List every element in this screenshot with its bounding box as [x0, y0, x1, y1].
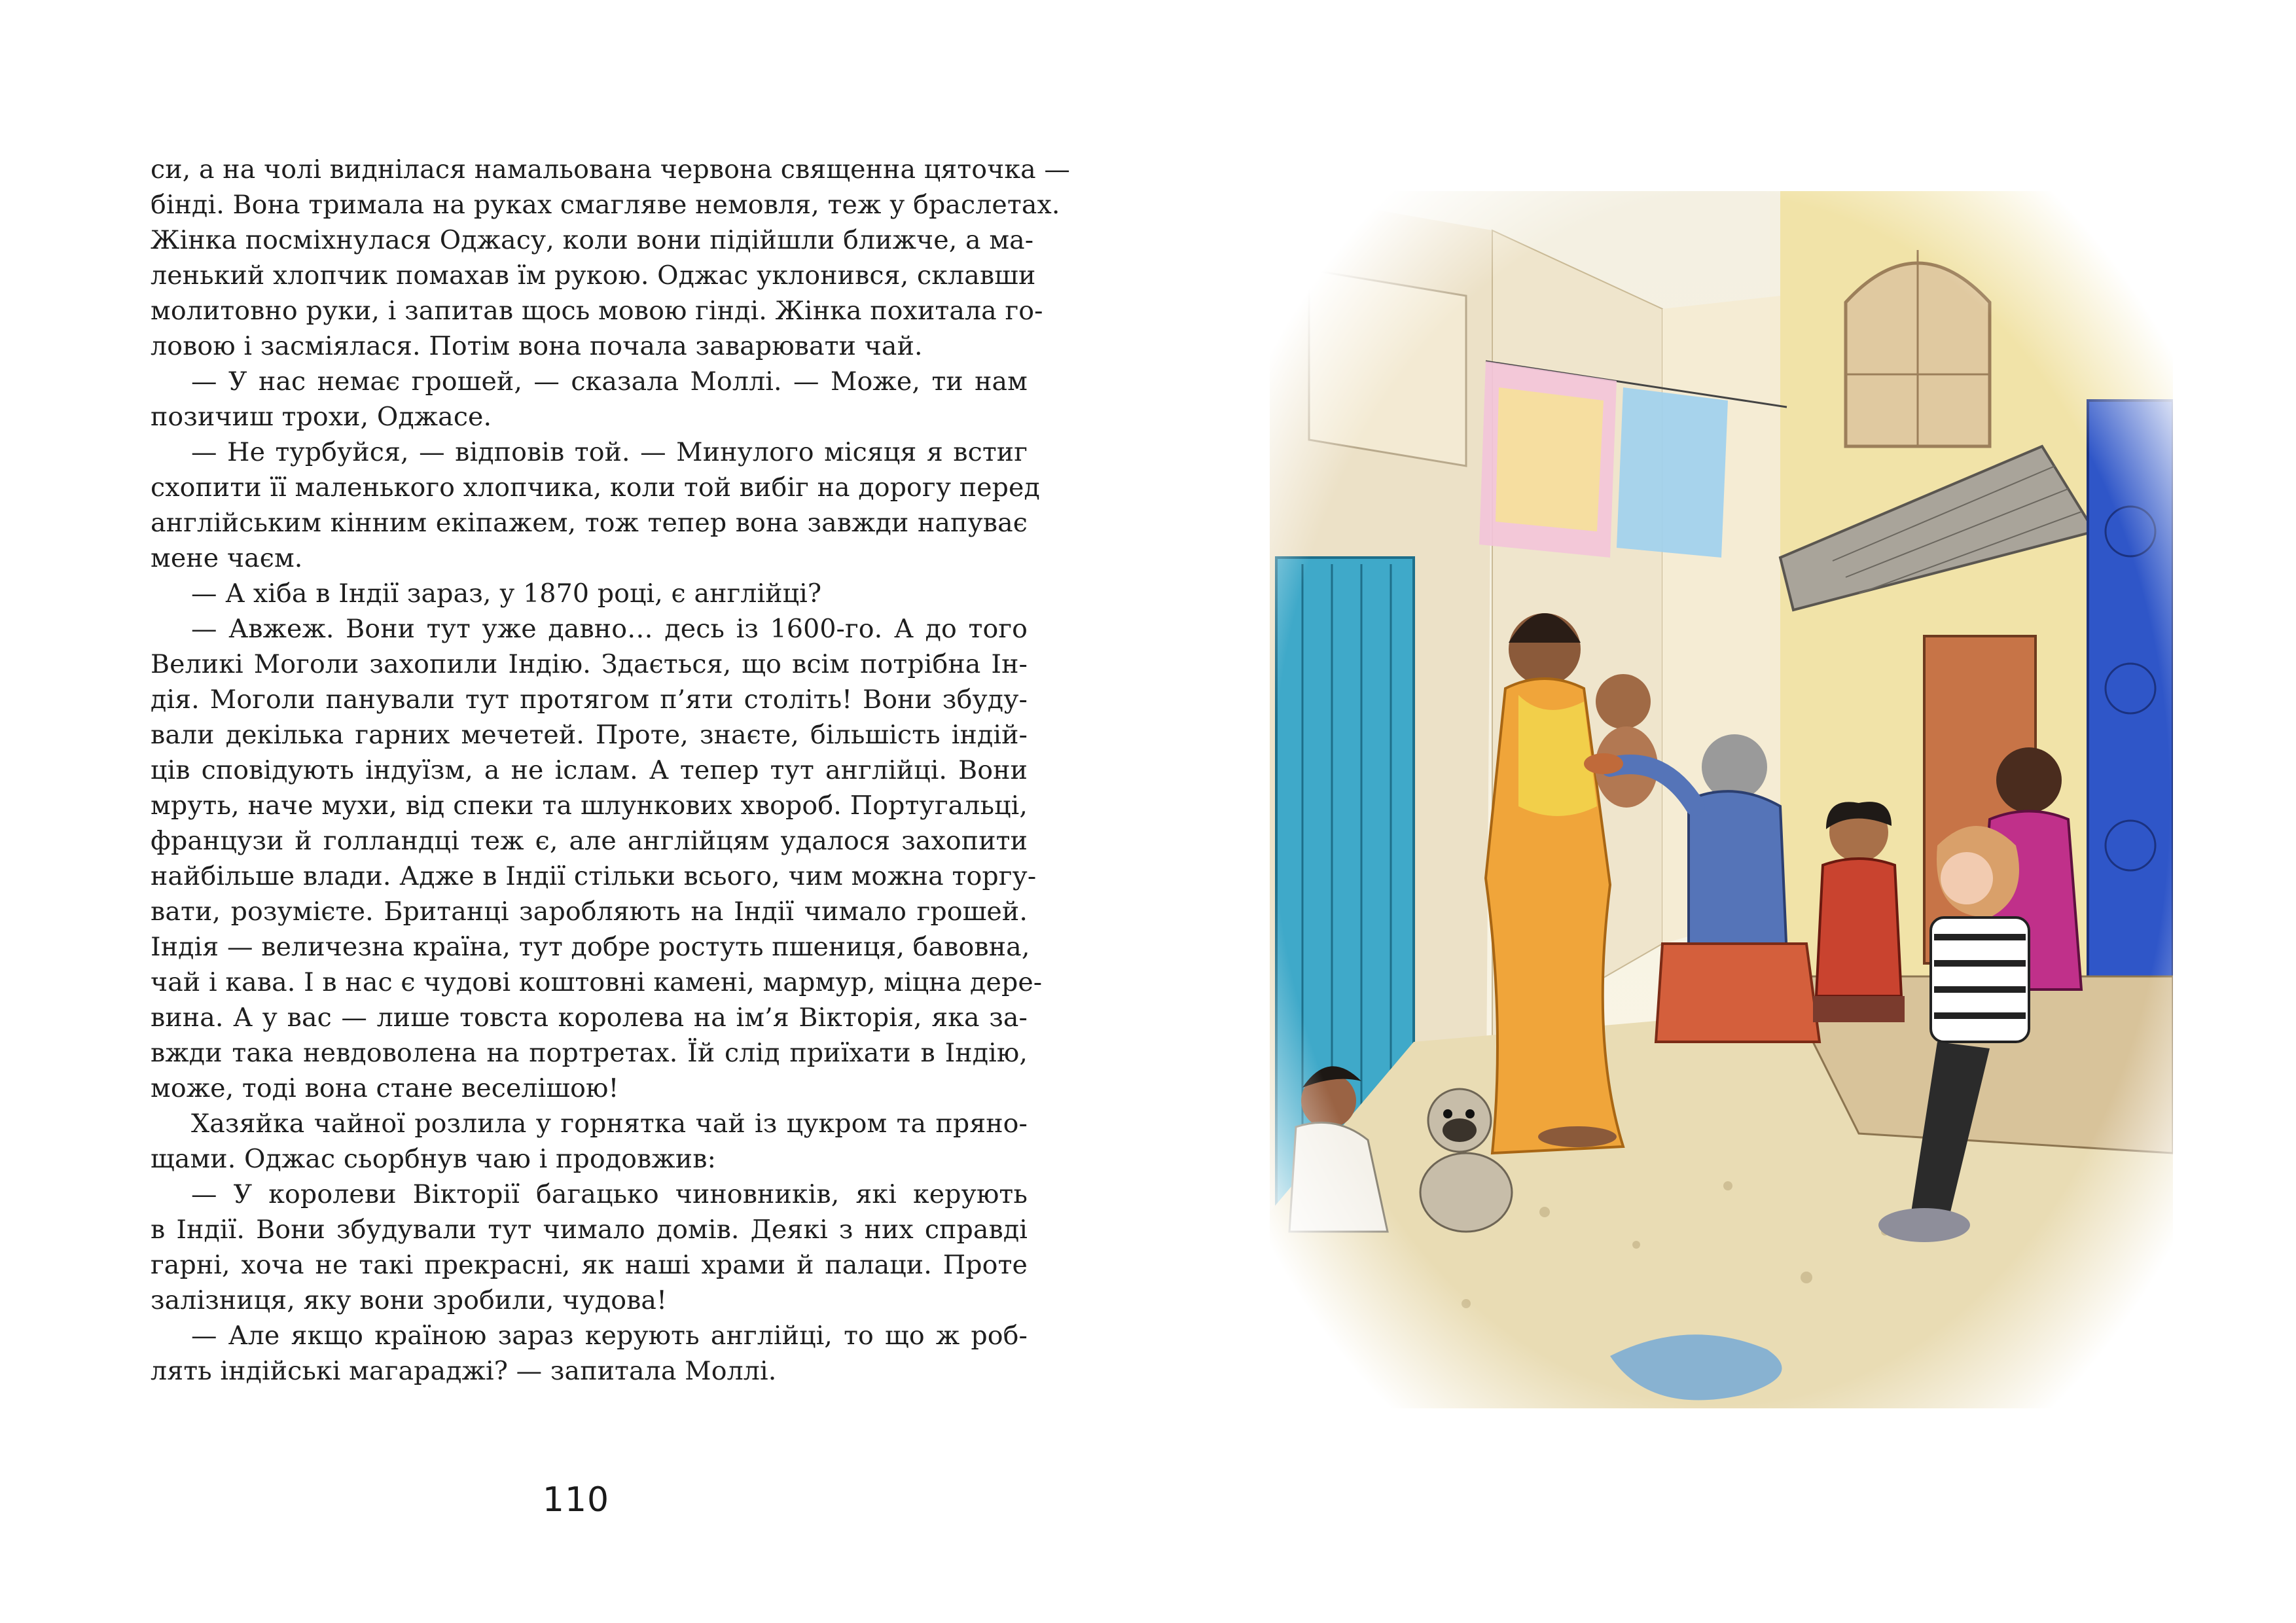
text-line: — У королеви Вікторії багацько чиновників, які керують: [191, 1179, 1028, 1209]
text-line: може, тоді вона стане веселішою!: [151, 1073, 619, 1103]
text-line: — А хіба в Індії зараз, у 1870 році, є англійці?: [191, 579, 822, 609]
text-line: молитовно руки, і запитав щось мовою гінді. Жінка похитала го-: [151, 296, 1043, 326]
text-line: бінді. Вона тримала на руках смагляве немовля, теж у браслетах.: [151, 190, 1060, 220]
page-number: 110: [542, 1480, 610, 1520]
text-line: ленький хлопчик помахав їм рукою. Оджас уклонився, склавши: [151, 260, 1036, 291]
text-line: схопити її маленького хлопчика, коли той вибіг на дорогу перед: [151, 473, 1040, 503]
text-line: Жінка посміхнулася Оджасу, коли вони підійшли ближче, а ма-: [151, 225, 1034, 255]
text-line: Хазяйка чайної розлила у горнятка чай із цукром та пряно-: [191, 1109, 1028, 1139]
text-line: — У нас немає грошей, — сказала Моллі. — Може, ти нам: [191, 366, 1028, 397]
street-scene-illustration: [1270, 191, 2173, 1408]
text-line: французи й голландці теж є, але англійцям удалося захопити: [151, 826, 1028, 856]
body-text: [151, 152, 1071, 1389]
text-line: ловою і засміялася. Потім вона почала заварювати чай.: [151, 331, 923, 361]
text-line: вали декілька гарних мечетей. Проте, знаєте, більшість індій-: [151, 720, 1028, 750]
text-line: вина. А у вас — лише товста королева на ім’я Вікторія, яка за-: [151, 1003, 1028, 1033]
text-line: позичиш трохи, Оджасе.: [151, 402, 492, 432]
text-line: найбільше влади. Адже в Індії стільки всього, чим можна торгу-: [151, 861, 1037, 891]
text-line: в Індії. Вони збудували тут чимало домів. Деякі з них справді: [151, 1215, 1028, 1245]
text-line: вжди така невдоволена на портретах. Їй слід приїхати в Індію,: [151, 1038, 1028, 1068]
text-line: — Але якщо країною зараз керують англійці, то що ж роб-: [191, 1321, 1028, 1351]
text-line: гарні, хоча не такі прекрасні, як наші храми й палаци. Проте: [151, 1250, 1028, 1280]
text-line: англійським кінним екіпажем, тож тепер вона завжди напуває: [151, 508, 1028, 538]
text-line: Індія — величезна країна, тут добре ростуть пшениця, бавовна,: [151, 932, 1030, 962]
text-line: Великі Моголи захопили Індію. Здається, що всім потрібна Ін-: [151, 649, 1028, 679]
text-line: мруть, наче мухи, від спеки та шлункових хвороб. Португальці,: [151, 791, 1028, 821]
text-line: лять індійські магараджі? — запитала Моллі.: [151, 1356, 777, 1386]
text-line: щами. Оджас сьорбнув чаю і продовжив:: [151, 1144, 716, 1174]
text-line: — Авжеж. Вони тут уже давно… десь із 1600-го. А до того: [191, 614, 1028, 644]
text-line: дія. Моголи панували тут протягом п’яти століть! Вони збуду-: [151, 685, 1028, 715]
text-line: вати, розумієте. Британці заробляють на Індії чимало грошей.: [151, 897, 1028, 927]
text-line: залізниця, яку вони зробили, чудова!: [151, 1285, 668, 1315]
text-line: си, а на чолі виднілася намальована червона священна цяточка —: [151, 154, 1071, 185]
text-line: чай і кава. І в нас є чудові коштовні камені, мармур, міцна дере-: [151, 967, 1043, 997]
text-line: ців сповідують індуїзм, а не іслам. А тепер тут англійці. Вони: [151, 755, 1028, 785]
text-line: — Не турбуйся, — відповів той. — Минулого місяця я встиг: [191, 437, 1028, 467]
text-line: мене чаєм.: [151, 543, 303, 573]
